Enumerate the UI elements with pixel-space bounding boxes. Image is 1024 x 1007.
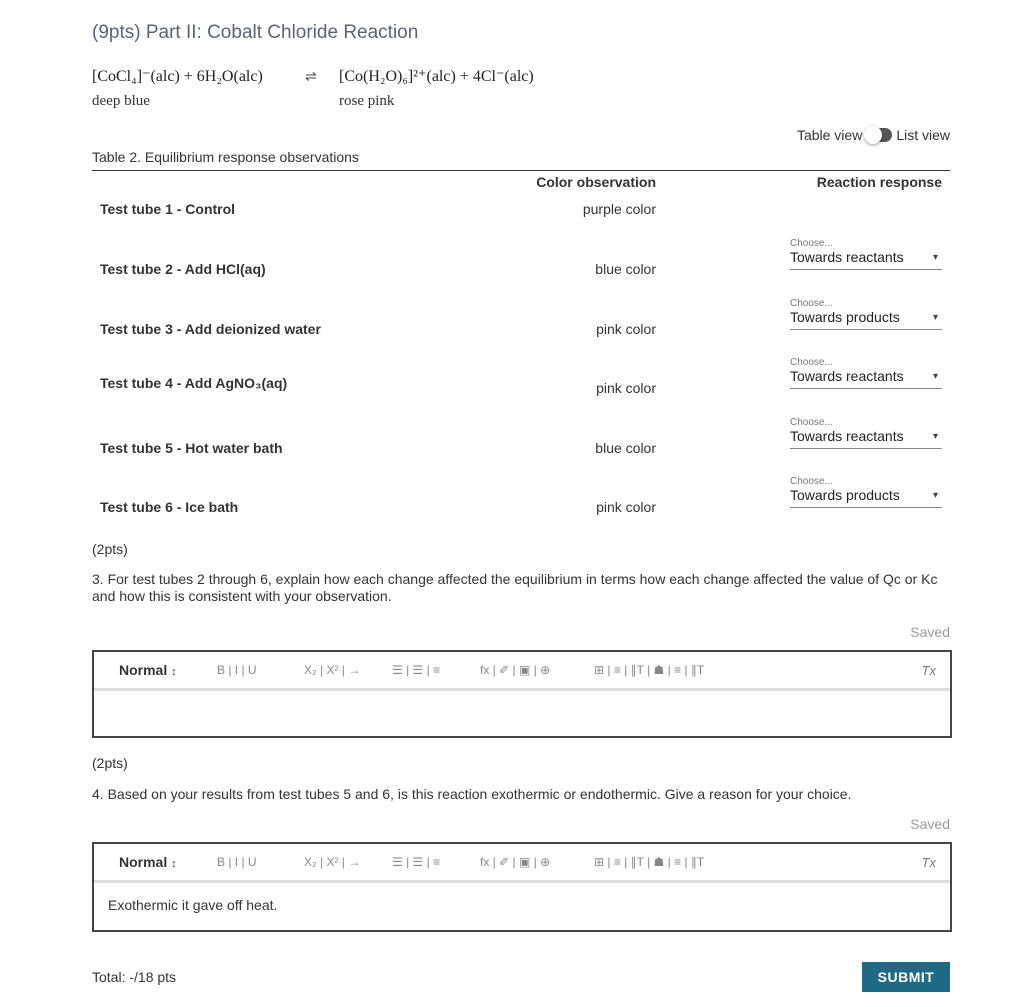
- reaction-response-select[interactable]: [790, 298, 942, 330]
- select-value: Towards reactants: [790, 249, 904, 265]
- table-row: [92, 357, 950, 397]
- q3-editor: [92, 650, 952, 738]
- equation-left: [CoCl₄]⁻(alc) + 6H₂O(alc): [92, 68, 263, 85]
- right-color-label: rose pink: [339, 93, 395, 109]
- col-header-response: Reaction response: [816, 174, 942, 190]
- q3-answer-input[interactable]: [94, 691, 950, 711]
- select-label: Choose...: [790, 417, 833, 428]
- row-observation: purple color: [582, 201, 656, 217]
- col-header-color: Color observation: [536, 174, 656, 190]
- table-view-label[interactable]: Table view: [796, 127, 863, 143]
- row-observation: pink color: [596, 380, 656, 396]
- table-row: [92, 417, 950, 457]
- format-select[interactable]: Normal ↕: [119, 662, 177, 678]
- select-value: Towards reactants: [790, 428, 904, 444]
- table-tools[interactable]: ⊞ | ≡ | ∥T | ☗ | ≡ | ∥T: [594, 663, 705, 677]
- table-row: [92, 198, 950, 238]
- select-label: Choose...: [790, 476, 833, 487]
- row-label: Test tube 2 - Add HCl(aq): [100, 261, 266, 277]
- text-style-tools[interactable]: B | I | U: [217, 663, 257, 677]
- clear-format-icon[interactable]: Tx: [921, 855, 936, 870]
- view-toggle: [797, 127, 950, 143]
- row-label: Test tube 5 - Hot water bath: [100, 440, 283, 456]
- script-tools[interactable]: X₂ | X² | →: [304, 855, 361, 869]
- row-observation: blue color: [595, 440, 656, 456]
- select-label: Choose...: [790, 357, 833, 368]
- q4-editor: [92, 842, 952, 932]
- editor-toolbar: [94, 844, 950, 883]
- row-observation: pink color: [596, 499, 656, 515]
- script-tools[interactable]: X₂ | X² | →: [304, 663, 361, 677]
- table-row: [92, 238, 950, 278]
- select-value: Towards products: [790, 487, 900, 503]
- list-view-label[interactable]: List view: [896, 127, 950, 143]
- q3-saved-status: Saved: [910, 624, 950, 640]
- select-label: Choose...: [790, 298, 833, 309]
- row-label: Test tube 3 - Add deionized water: [100, 321, 321, 337]
- table-row: [92, 476, 950, 516]
- q4-saved-status: Saved: [910, 816, 950, 832]
- select-value: Towards products: [790, 309, 900, 325]
- reaction-response-select[interactable]: [790, 357, 942, 389]
- select-value: Towards reactants: [790, 368, 904, 384]
- text-style-tools[interactable]: B | I | U: [217, 855, 257, 869]
- section-title: (9pts) Part II: Cobalt Chloride Reaction: [92, 22, 419, 43]
- row-observation: pink color: [596, 321, 656, 337]
- editor-toolbar: [94, 652, 950, 691]
- format-caret-icon: ↕: [171, 666, 177, 678]
- row-label: Test tube 4 - Add AgNO₃(aq): [100, 375, 288, 391]
- table-caption: Table 2. Equilibrium response observations: [92, 149, 359, 165]
- list-tools[interactable]: ☰ | ☰ | ≡: [392, 663, 441, 677]
- toggle-knob: [864, 126, 882, 144]
- select-label: Choose...: [790, 238, 833, 249]
- chevron-down-icon: ▾: [932, 370, 938, 382]
- insert-tools[interactable]: fx | ✐ | ▣ | ⊕: [480, 663, 551, 677]
- q4-text: 4. Based on your results from test tubes 5 and 6, is this reaction exothermic or endothermic. Give a reason for your choice.: [92, 786, 852, 802]
- row-label: Test tube 6 - Ice bath: [100, 499, 239, 515]
- chevron-down-icon: ▾: [932, 311, 938, 323]
- row-label: Test tube 1 - Control: [100, 201, 236, 217]
- format-caret-icon: ↕: [171, 858, 177, 870]
- clear-format-icon[interactable]: Tx: [921, 663, 936, 678]
- left-color-label: deep blue: [92, 93, 150, 109]
- format-select[interactable]: Normal ↕: [119, 854, 177, 870]
- q3-points: (2pts): [92, 541, 128, 557]
- reaction-response-select[interactable]: [790, 476, 942, 508]
- reaction-response-select[interactable]: [790, 417, 942, 449]
- reaction-response-select[interactable]: [790, 238, 942, 270]
- chevron-down-icon: ▾: [932, 489, 938, 501]
- q4-answer-input[interactable]: Exothermic it gave off heat.: [108, 897, 278, 913]
- table-rule: [92, 170, 950, 171]
- table-tools[interactable]: ⊞ | ≡ | ∥T | ☗ | ≡ | ∥T: [594, 855, 705, 869]
- submit-button[interactable]: SUBMIT: [862, 962, 950, 992]
- equilibrium-arrow: ⇌: [305, 68, 317, 84]
- total-points: Total: -/18 pts: [92, 969, 177, 985]
- q4-points: (2pts): [92, 755, 128, 771]
- table-row: [92, 298, 950, 338]
- chevron-down-icon: ▾: [932, 251, 938, 263]
- view-toggle-switch[interactable]: [866, 128, 892, 142]
- equation-right: [Co(H₂O)₆]²⁺(alc) + 4Cl⁻(alc): [339, 68, 534, 85]
- q3-text: 3. For test tubes 2 through 6, explain how each change affected the equilibrium in terms how each change affected the value of Qᴄ or Kᴄ and how this is consistent with your observation.: [92, 571, 938, 604]
- row-observation: blue color: [595, 261, 656, 277]
- chevron-down-icon: ▾: [932, 430, 938, 442]
- list-tools[interactable]: ☰ | ☰ | ≡: [392, 855, 441, 869]
- insert-tools[interactable]: fx | ✐ | ▣ | ⊕: [480, 855, 551, 869]
